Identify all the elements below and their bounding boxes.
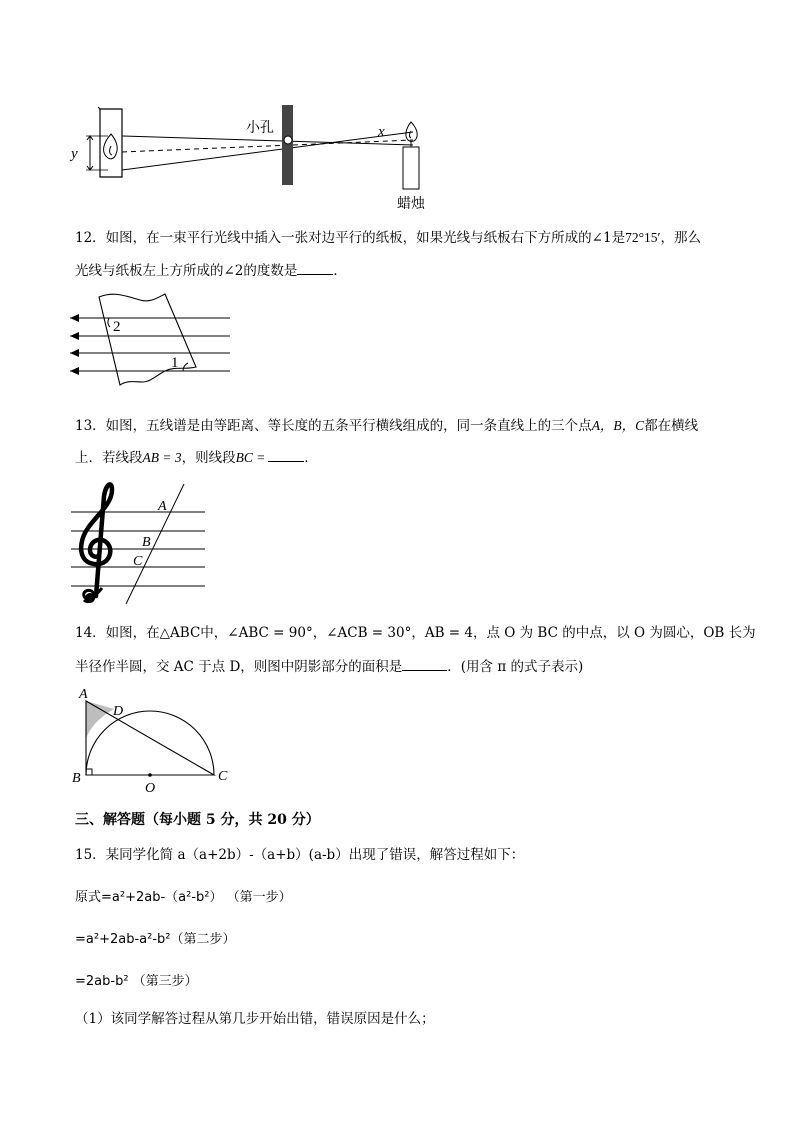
label-x: x xyxy=(378,124,385,140)
q12-light-board-diagram xyxy=(65,292,240,402)
q15-sub1: （1）该同学解答过程从第几步开始出错，错误原因是什么； xyxy=(75,1011,435,1027)
candle xyxy=(403,147,419,189)
q14-triangle-diagram xyxy=(70,683,240,795)
q15-step1: 原式=a²+2ab-（a²-b²） （第一步） xyxy=(75,890,292,905)
q15-step2: =a²+2ab-a²-b²（第二步） xyxy=(75,932,236,947)
q12-angle-num: 1 xyxy=(603,230,612,246)
q15-intro: 15．某同学化简 a（a+2b）-（a+b）(a-b）出现了错误，解答过程如下： xyxy=(75,847,525,863)
point-B: B xyxy=(142,535,151,550)
q13-text-a: 13．如图，五线谱是由等距离、等长度的五条平行横线组成的，同一条直线上的三个点 xyxy=(75,418,592,434)
point-C: C xyxy=(133,554,143,569)
label-A: A xyxy=(79,687,88,702)
q12-text-b: 是 xyxy=(611,230,626,246)
section-3-heading: 三、解答题（每小题 5 分，共 20 分） xyxy=(75,812,320,828)
q14-answer-blank xyxy=(402,658,447,671)
q12-text-a: 12．如图，在一束平行光线中插入一张对边平行的纸板，如果光线与纸板右下方所成的∠ xyxy=(75,230,603,246)
pinhole xyxy=(284,136,292,144)
label-y: y xyxy=(71,146,78,162)
q14-text-c: ．(用含 π 的式子表示) xyxy=(447,659,584,675)
q12-angle-value: 72°15′ xyxy=(625,230,661,245)
q12-text-e: ． xyxy=(333,263,347,279)
q14-text-a: 14．如图，在△ABC中，∠ABC = 90°，∠ACB = 30°，AB = 4，点 O 为 BC 的中点，以 O 为圆心，OB 长为 xyxy=(75,625,756,641)
q14-line1 xyxy=(75,627,756,641)
triangle-ABC xyxy=(86,701,214,775)
q12-text-d: 光线与纸板左上方所成的∠2的度数是 xyxy=(75,263,298,279)
q12-answer-blank xyxy=(297,262,333,275)
q13-text-d: ，则线段 xyxy=(181,450,236,466)
q13-text-e: ． xyxy=(304,450,318,466)
q12-line2 xyxy=(75,262,347,279)
q13-staff-diagram xyxy=(66,476,211,608)
point-A: A xyxy=(158,499,167,514)
q13-points: A，B，C xyxy=(591,418,645,433)
q13-text-b: 都在横线 xyxy=(644,418,699,434)
pinhole-board xyxy=(282,105,293,185)
q15-step3: =2ab-b² （第三步） xyxy=(75,974,198,989)
image-screen xyxy=(100,109,122,177)
q13-bc: BC = xyxy=(235,450,266,465)
label-D: D xyxy=(113,704,124,719)
label-O: O xyxy=(145,781,156,795)
semicircle xyxy=(86,711,214,775)
point-O-dot xyxy=(148,773,152,777)
q13-line1 xyxy=(75,419,698,434)
label-C: C xyxy=(218,769,228,784)
label-hole: 小孔 xyxy=(246,121,274,136)
q13-text-c: 上．若线段 xyxy=(75,450,143,466)
q12-text-c: ，那么 xyxy=(660,230,701,246)
q13-ab: AB = 3 xyxy=(142,450,182,465)
treble-clef xyxy=(81,484,112,596)
shaded-region xyxy=(86,701,114,739)
label-B: B xyxy=(72,771,81,786)
q13-answer-blank xyxy=(268,449,304,462)
q14-text-b: 半径作半圆，交 AC 于点 D，则图中阴影部分的面积是 xyxy=(75,659,403,675)
q12-line1 xyxy=(75,231,701,246)
q13-line2 xyxy=(75,449,318,466)
label-candle: 蜡烛 xyxy=(397,197,425,212)
q14-line2 xyxy=(75,658,583,675)
angle-2-label: 2 xyxy=(113,319,121,335)
angle-1-label: 1 xyxy=(171,355,179,371)
pinhole-diagram xyxy=(60,100,440,215)
